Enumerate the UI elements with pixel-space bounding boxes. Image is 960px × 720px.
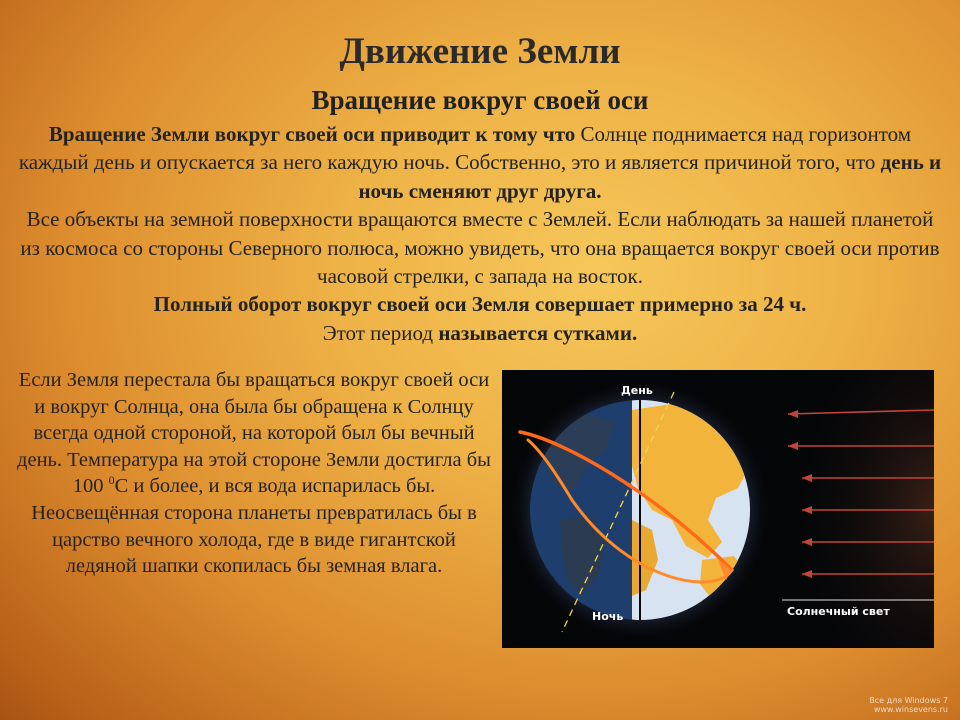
degree-superscript: 0 xyxy=(108,473,115,488)
intro-text-a: Солнце поднимается над горизонтом каждый день и опускается за него каждую ночь. Собственно, это и является причиной того, что xyxy=(18,122,912,175)
intro-text-b: Все объекты на земной поверхности вращаются вместе с Землей. Если наблюдать за нашей планетой из космоса со стороны Северного полюса, можно увидеть, что она вращается вокруг своей оси против часовой стрелки, с запада на восток. xyxy=(20,207,940,289)
slide-subtitle: Вращение вокруг своей оси xyxy=(311,85,649,115)
hypothesis-part-1: Если Земля перестала бы вращаться вокруг своей оси и вокруг Солнца, она была бы обращена к Солнцу всегда одной стороной, на которой был бы вечный день. Температура на этой стороне Земли достигла бы 100 xyxy=(17,369,491,498)
watermark-line-2: www.winsevens.ru xyxy=(873,705,948,714)
slide-title: Движение Земли xyxy=(339,31,621,72)
intro-paragraph-3 xyxy=(18,319,942,347)
intro-text xyxy=(18,120,942,347)
earth-rotation-illustration xyxy=(502,370,934,648)
watermark xyxy=(828,696,948,714)
hypothesis-part-2: С и более, и вся вода испарилась бы. Неосвещённая сторона планеты превратилась бы в царство вечного холода, где в виде гигантской ледяной шапки скопилась бы земная влага. xyxy=(31,475,477,578)
hypothesis-text xyxy=(14,367,494,580)
label-day: День xyxy=(621,384,653,397)
intro-bold-mid: день и ночь сменяют друг друга. xyxy=(358,150,942,203)
label-night: Ночь xyxy=(592,610,624,623)
intro-paragraph-2 xyxy=(18,290,942,318)
label-sunlight: Солнечный свет xyxy=(787,605,890,618)
intro-bold-lead: Вращение Земли вокруг своей оси приводит к тому что xyxy=(48,122,576,146)
watermark-line-1: Все для Windows 7 xyxy=(869,696,948,705)
intro-paragraph-1 xyxy=(18,120,942,290)
period-bold: называется сутками. xyxy=(438,320,638,345)
full-rotation-statement: Полный оборот вокруг своей оси Земля совершает примерно за 24 ч. xyxy=(153,292,807,317)
period-text: Этот период xyxy=(322,320,439,345)
